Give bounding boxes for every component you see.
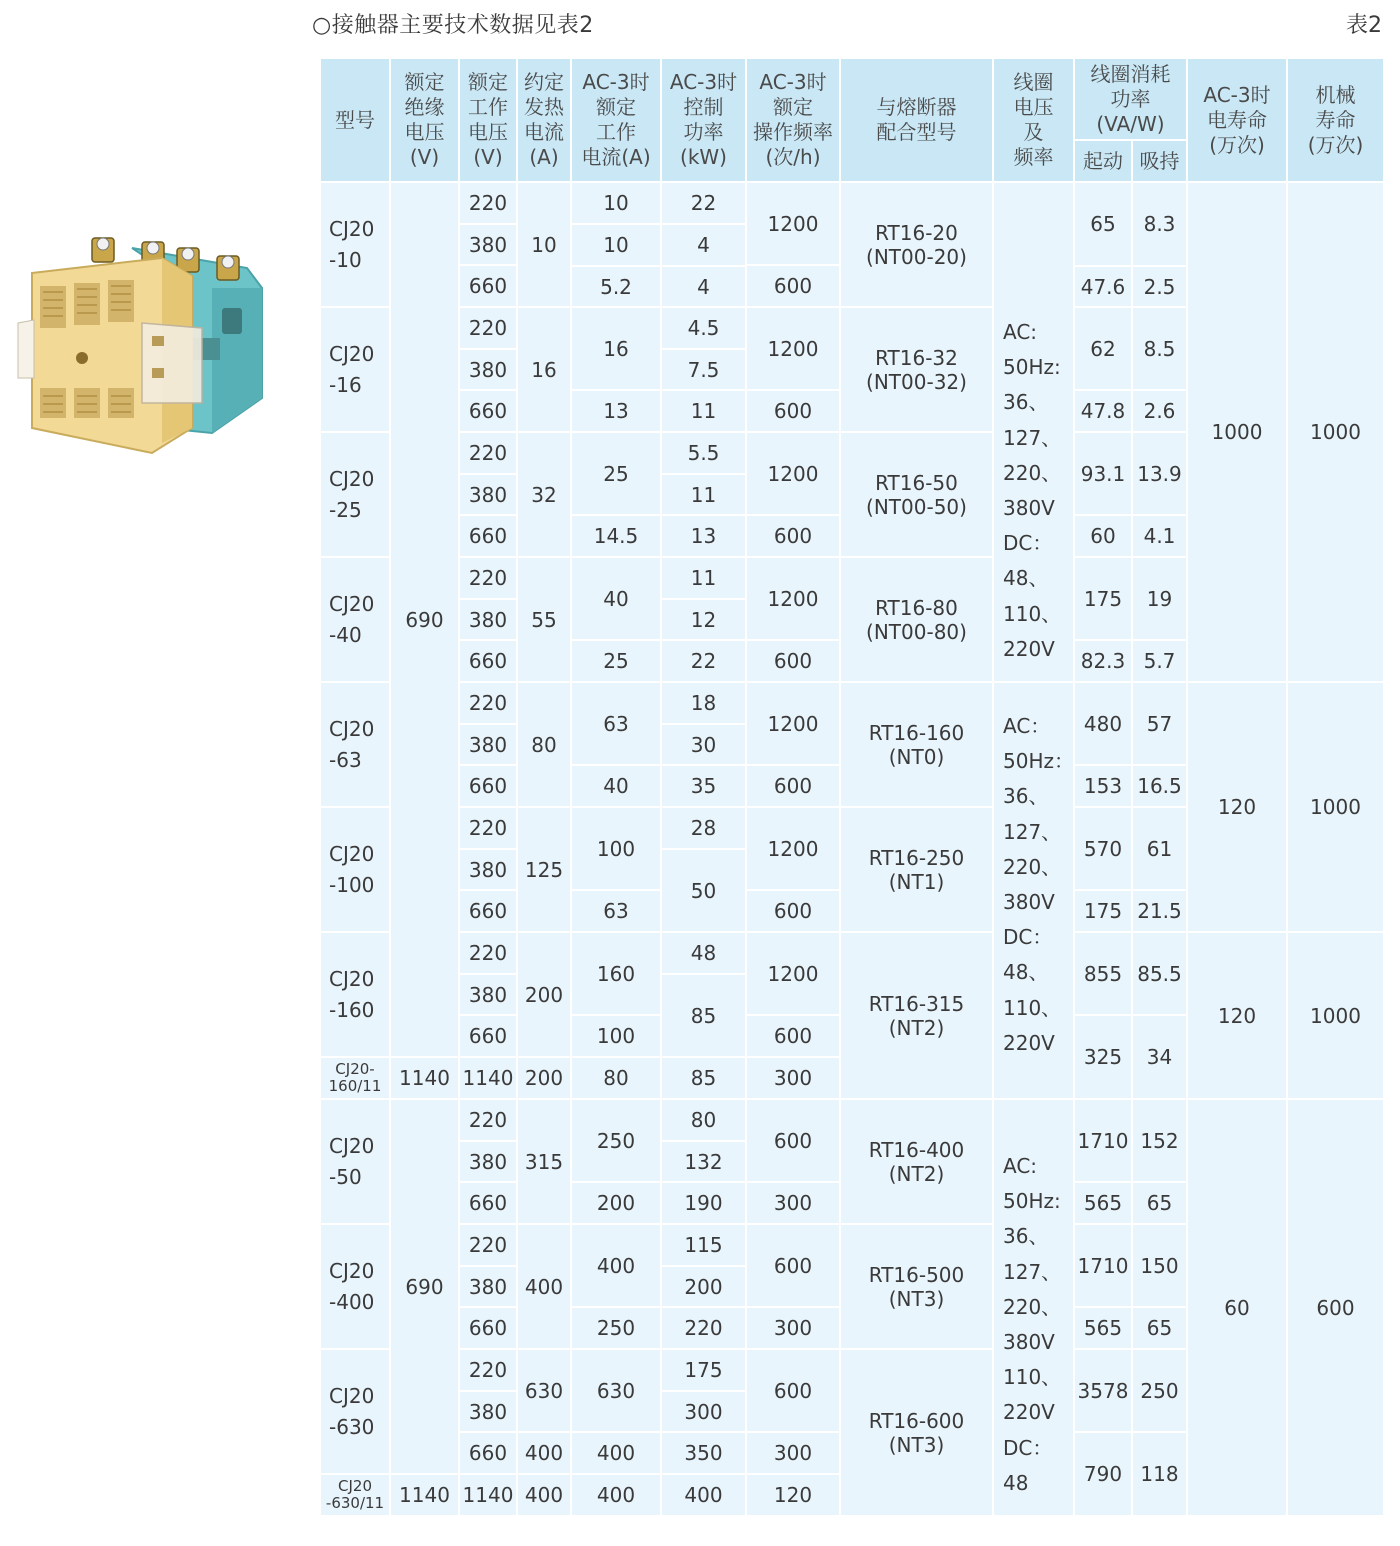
- work-voltage-cell: 220: [460, 183, 516, 223]
- ac3-current-cell: 5.2: [572, 267, 660, 306]
- ac3-current-cell: 25: [572, 641, 660, 681]
- coil-hold-cell: 21.5: [1133, 891, 1186, 931]
- frequency-cell: 1200: [747, 808, 839, 889]
- header-coil-start: 起动: [1075, 141, 1131, 181]
- ac3-power-cell: 13: [662, 516, 745, 556]
- work-voltage-cell: 660: [460, 641, 516, 681]
- model-cell: CJ20- 160/11: [321, 1058, 389, 1098]
- header-coil-power: 线圈消耗 功率 (VA/W): [1075, 59, 1186, 139]
- contactor-product-image: [12, 228, 274, 460]
- ac3-power-cell: 300: [662, 1392, 745, 1431]
- coil-start-cell: 65: [1075, 183, 1131, 265]
- work-voltage-cell: 220: [460, 308, 516, 348]
- work-voltage-cell: 380: [460, 725, 516, 764]
- coil-start-cell: 175: [1075, 891, 1131, 931]
- ac3-current-cell: 63: [572, 683, 660, 764]
- fuse-model-cell: RT16-32 (NT00-32): [841, 308, 992, 431]
- work-voltage-cell: 660: [460, 391, 516, 431]
- mechanical-life-cell: 1000: [1288, 933, 1383, 1098]
- thermal-current-cell: 630: [518, 1350, 570, 1431]
- ac3-current-cell: 160: [572, 933, 660, 1014]
- frequency-cell: 300: [747, 1058, 839, 1098]
- work-voltage-cell: 380: [460, 975, 516, 1014]
- ac3-current-cell: 14.5: [572, 516, 660, 556]
- coil-start-cell: 565: [1075, 1308, 1131, 1348]
- coil-hold-cell: 2.5: [1133, 267, 1186, 306]
- table-cell-bg: [994, 1100, 1073, 1515]
- ac3-power-cell: 85: [662, 975, 745, 1056]
- coil-hold-cell: 16.5: [1133, 766, 1186, 806]
- header-model: 型号: [321, 59, 389, 181]
- frequency-cell: 600: [747, 1350, 839, 1431]
- header-ac3-current: AC-3时 额定 工作 电流(A): [572, 59, 660, 181]
- frequency-cell: 1200: [747, 433, 839, 514]
- ac3-current-cell: 16: [572, 308, 660, 389]
- frequency-cell: 600: [747, 766, 839, 806]
- work-voltage-cell: 220: [460, 1350, 516, 1390]
- ac3-current-cell: 40: [572, 766, 660, 806]
- coil-start-cell: 62: [1075, 308, 1131, 389]
- ac3-power-cell: 7.5: [662, 350, 745, 389]
- fuse-model-cell: RT16-500 (NT3): [841, 1225, 992, 1348]
- frequency-cell: 1200: [747, 933, 839, 1014]
- table-cell-bg: [994, 683, 1073, 1098]
- header-insulation-voltage: 额定 绝缘 电压 (V): [391, 59, 458, 181]
- frequency-cell: 300: [747, 1308, 839, 1348]
- model-cell: CJ20 -630/11: [321, 1475, 389, 1515]
- ac3-power-cell: 220: [662, 1308, 745, 1348]
- header-coil-voltage: 线圈 电压 及 频率: [994, 59, 1073, 181]
- thermal-current-cell: 200: [518, 933, 570, 1056]
- coil-hold-cell: 8.3: [1133, 183, 1186, 265]
- coil-start-cell: 175: [1075, 558, 1131, 639]
- work-voltage-cell: 660: [460, 891, 516, 931]
- ac3-power-cell: 12: [662, 600, 745, 639]
- coil-start-cell: 47.6: [1075, 267, 1131, 306]
- work-voltage-cell: 220: [460, 808, 516, 848]
- ac3-power-cell: 5.5: [662, 433, 745, 473]
- thermal-current-cell: 400: [518, 1433, 570, 1473]
- frequency-cell: 600: [747, 516, 839, 556]
- table-number: 表2: [1346, 13, 1382, 38]
- coil-voltage-cell: AC: 50Hz: 36、 127、 220、 380V DC： 48、 110、 220V: [1003, 320, 1062, 661]
- work-voltage-cell: 220: [460, 558, 516, 598]
- coil-start-cell: 790: [1075, 1433, 1131, 1515]
- frequency-cell: 600: [747, 266, 839, 306]
- work-voltage-cell: 1140: [460, 1475, 516, 1515]
- page-heading: ○接触器主要技术数据见表2: [312, 13, 594, 38]
- frequency-cell: 600: [747, 891, 839, 931]
- work-voltage-cell: 660: [460, 516, 516, 556]
- coil-hold-cell: 152: [1133, 1100, 1186, 1181]
- coil-hold-cell: 65: [1133, 1183, 1186, 1223]
- ac3-current-cell: 10: [572, 183, 660, 223]
- work-voltage-cell: 660: [460, 1433, 516, 1473]
- header-fuse: 与熔断器 配合型号: [841, 59, 992, 181]
- fuse-model-cell: RT16-160 (NT0): [841, 683, 992, 806]
- frequency-cell: 600: [747, 1016, 839, 1056]
- coil-start-cell: 1710: [1075, 1225, 1131, 1306]
- coil-hold-cell: 250: [1133, 1350, 1186, 1431]
- header-thermal-current: 约定 发热 电流 (A): [518, 59, 570, 181]
- ac3-current-cell: 100: [572, 1016, 660, 1056]
- thermal-current-cell: 125: [518, 808, 570, 931]
- header-mechanical-life: 机械 寿命 (万次): [1288, 59, 1383, 181]
- ac3-power-cell: 11: [662, 391, 745, 431]
- ac3-current-cell: 400: [572, 1225, 660, 1306]
- coil-hold-cell: 65: [1133, 1308, 1186, 1348]
- ac3-power-cell: 48: [662, 933, 745, 973]
- model-cell: CJ20 -10: [321, 183, 389, 306]
- coil-hold-cell: 150: [1133, 1225, 1186, 1306]
- work-voltage-cell: 1140: [460, 1058, 516, 1098]
- mechanical-life-cell: 600: [1288, 1100, 1383, 1515]
- ac3-power-cell: 28: [662, 808, 745, 848]
- thermal-current-cell: 32: [518, 433, 570, 556]
- insulation-voltage-cell: 690: [391, 1100, 458, 1473]
- fuse-model-cell: RT16-400 (NT2): [841, 1100, 992, 1223]
- coil-hold-cell: 57: [1133, 683, 1186, 764]
- coil-start-cell: 82.3: [1075, 641, 1131, 681]
- coil-hold-cell: 118: [1133, 1433, 1186, 1515]
- ac3-current-cell: 100: [572, 808, 660, 889]
- mechanical-life-cell: 1000: [1288, 183, 1383, 681]
- ac3-power-cell: 50: [662, 850, 745, 931]
- header-ac3-power: AC-3时 控制 功率 (kW): [662, 59, 745, 181]
- ac3-power-cell: 350: [662, 1433, 745, 1473]
- frequency-cell: 600: [747, 1225, 839, 1306]
- coil-start-cell: 93.1: [1075, 433, 1131, 514]
- ac3-power-cell: 4: [662, 225, 745, 265]
- ac3-current-cell: 400: [572, 1475, 660, 1515]
- fuse-model-cell: RT16-600 (NT3): [841, 1350, 992, 1515]
- ac3-power-cell: 22: [662, 641, 745, 681]
- ac3-power-cell: 22: [662, 183, 745, 223]
- electrical-life-cell: 120: [1188, 683, 1286, 931]
- frequency-cell: 300: [747, 1183, 839, 1223]
- coil-hold-cell: 4.1: [1133, 516, 1186, 556]
- ac3-current-cell: 250: [572, 1100, 660, 1181]
- work-voltage-cell: 380: [460, 600, 516, 639]
- ac3-power-cell: 18: [662, 683, 745, 723]
- model-cell: CJ20 -63: [321, 683, 389, 806]
- ac3-power-cell: 115: [662, 1225, 745, 1265]
- thermal-current-cell: 55: [518, 558, 570, 681]
- work-voltage-cell: 380: [460, 1267, 516, 1306]
- frequency-cell: 300: [747, 1433, 839, 1473]
- work-voltage-cell: 220: [460, 683, 516, 723]
- model-cell: CJ20 -630: [321, 1350, 389, 1473]
- thermal-current-cell: 80: [518, 683, 570, 806]
- coil-hold-cell: 8.5: [1133, 308, 1186, 389]
- ac3-power-cell: 11: [662, 558, 745, 598]
- electrical-life-cell: 1000: [1188, 183, 1286, 681]
- frequency-cell: 1200: [747, 683, 839, 764]
- model-cell: CJ20 -50: [321, 1100, 389, 1223]
- coil-start-cell: 855: [1075, 933, 1131, 1014]
- electrical-life-cell: 60: [1188, 1100, 1286, 1515]
- ac3-current-cell: 80: [572, 1058, 660, 1098]
- work-voltage-cell: 380: [460, 225, 516, 264]
- ac3-power-cell: 35: [662, 766, 745, 806]
- frequency-cell: 1200: [747, 558, 839, 639]
- work-voltage-cell: 380: [460, 1142, 516, 1181]
- ac3-power-cell: 30: [662, 725, 745, 764]
- frequency-cell: 600: [747, 1100, 839, 1181]
- table-cell-bg: [994, 183, 1073, 681]
- frequency-cell: 600: [747, 641, 839, 681]
- ac3-current-cell: 40: [572, 558, 660, 639]
- work-voltage-cell: 380: [460, 350, 516, 389]
- ac3-current-cell: 63: [572, 891, 660, 931]
- work-voltage-cell: 380: [460, 1392, 516, 1431]
- ac3-power-cell: 11: [662, 475, 745, 514]
- ac3-current-cell: 25: [572, 433, 660, 514]
- coil-start-cell: 153: [1075, 766, 1131, 806]
- header-electrical-life: AC-3时 电寿命 (万次): [1188, 59, 1286, 181]
- coil-start-cell: 325: [1075, 1016, 1131, 1098]
- ac3-power-cell: 400: [662, 1475, 745, 1515]
- coil-start-cell: 47.8: [1075, 391, 1131, 431]
- frequency-cell: 1200: [747, 308, 839, 389]
- coil-start-cell: 1710: [1075, 1100, 1131, 1181]
- ac3-current-cell: 400: [572, 1433, 660, 1473]
- coil-start-cell: 570: [1075, 808, 1131, 889]
- thermal-current-cell: 10: [518, 183, 570, 306]
- fuse-model-cell: RT16-50 (NT00-50): [841, 433, 992, 556]
- thermal-current-cell: 200: [518, 1058, 570, 1098]
- insulation-voltage-cell: 690: [391, 183, 458, 1056]
- coil-hold-cell: 85.5: [1133, 933, 1186, 1014]
- model-cell: CJ20 -100: [321, 808, 389, 931]
- electrical-life-cell: 120: [1188, 933, 1286, 1098]
- work-voltage-cell: 660: [460, 1308, 516, 1348]
- ac3-power-cell: 4.5: [662, 308, 745, 348]
- model-cell: CJ20 -40: [321, 558, 389, 681]
- work-voltage-cell: 380: [460, 850, 516, 889]
- insulation-voltage-cell: 1140: [391, 1475, 458, 1515]
- ac3-power-cell: 175: [662, 1350, 745, 1390]
- coil-start-cell: 3578: [1075, 1350, 1131, 1431]
- model-cell: CJ20 -25: [321, 433, 389, 556]
- work-voltage-cell: 660: [460, 1183, 516, 1223]
- coil-voltage-cell: AC: 50Hz: 36、 127、 220、 380V 110、 220V DC： 48: [1003, 1154, 1062, 1495]
- insulation-voltage-cell: 1140: [391, 1058, 458, 1098]
- model-cell: CJ20 -16: [321, 308, 389, 431]
- frequency-cell: 120: [747, 1475, 839, 1515]
- work-voltage-cell: 220: [460, 1225, 516, 1265]
- thermal-current-cell: 400: [518, 1225, 570, 1348]
- thermal-current-cell: 16: [518, 308, 570, 431]
- fuse-model-cell: RT16-20 (NT00-20): [841, 183, 992, 306]
- work-voltage-cell: 220: [460, 433, 516, 473]
- work-voltage-cell: 220: [460, 933, 516, 973]
- header-ac3-frequency: AC-3时 额定 操作频率 (次/h): [747, 59, 839, 181]
- coil-voltage-cell: AC： 50Hz： 36、 127、 220、 380V DC： 48、 110、 220V: [1003, 714, 1074, 1055]
- ac3-power-cell: 190: [662, 1183, 745, 1223]
- ac3-current-cell: 630: [572, 1350, 660, 1431]
- header-work-voltage: 额定 工作 电压 (V): [460, 59, 516, 181]
- mechanical-life-cell: 1000: [1288, 683, 1383, 931]
- ac3-power-cell: 85: [662, 1058, 745, 1098]
- ac3-current-cell: 13: [572, 391, 660, 431]
- frequency-cell: 1200: [747, 183, 839, 264]
- thermal-current-cell: 315: [518, 1100, 570, 1223]
- coil-start-cell: 480: [1075, 683, 1131, 764]
- ac3-power-cell: 80: [662, 1100, 745, 1140]
- coil-hold-cell: 13.9: [1133, 433, 1186, 514]
- ac3-current-cell: 250: [572, 1308, 660, 1348]
- fuse-model-cell: RT16-315 (NT2): [841, 933, 992, 1098]
- coil-start-cell: 60: [1075, 516, 1131, 556]
- coil-hold-cell: 5.7: [1133, 641, 1186, 681]
- model-cell: CJ20 -160: [321, 933, 389, 1056]
- frequency-cell: 600: [747, 391, 839, 431]
- work-voltage-cell: 220: [460, 1100, 516, 1140]
- work-voltage-cell: 380: [460, 475, 516, 514]
- fuse-model-cell: RT16-80 (NT00-80): [841, 558, 992, 681]
- coil-start-cell: 565: [1075, 1183, 1131, 1223]
- header-coil-hold: 吸持: [1133, 141, 1186, 181]
- fuse-model-cell: RT16-250 (NT1): [841, 808, 992, 931]
- coil-hold-cell: 34: [1133, 1016, 1186, 1098]
- work-voltage-cell: 660: [460, 766, 516, 806]
- coil-hold-cell: 19: [1133, 558, 1186, 639]
- ac3-current-cell: 10: [572, 225, 660, 265]
- work-voltage-cell: 660: [460, 1016, 516, 1056]
- ac3-power-cell: 132: [662, 1142, 745, 1181]
- coil-hold-cell: 2.6: [1133, 391, 1186, 431]
- ac3-power-cell: 4: [662, 267, 745, 306]
- model-cell: CJ20 -400: [321, 1225, 389, 1348]
- ac3-current-cell: 200: [572, 1183, 660, 1223]
- thermal-current-cell: 400: [518, 1475, 570, 1515]
- work-voltage-cell: 660: [460, 266, 516, 306]
- technical-data-table: [320, 58, 1384, 1516]
- ac3-power-cell: 200: [662, 1267, 745, 1306]
- coil-hold-cell: 61: [1133, 808, 1186, 889]
